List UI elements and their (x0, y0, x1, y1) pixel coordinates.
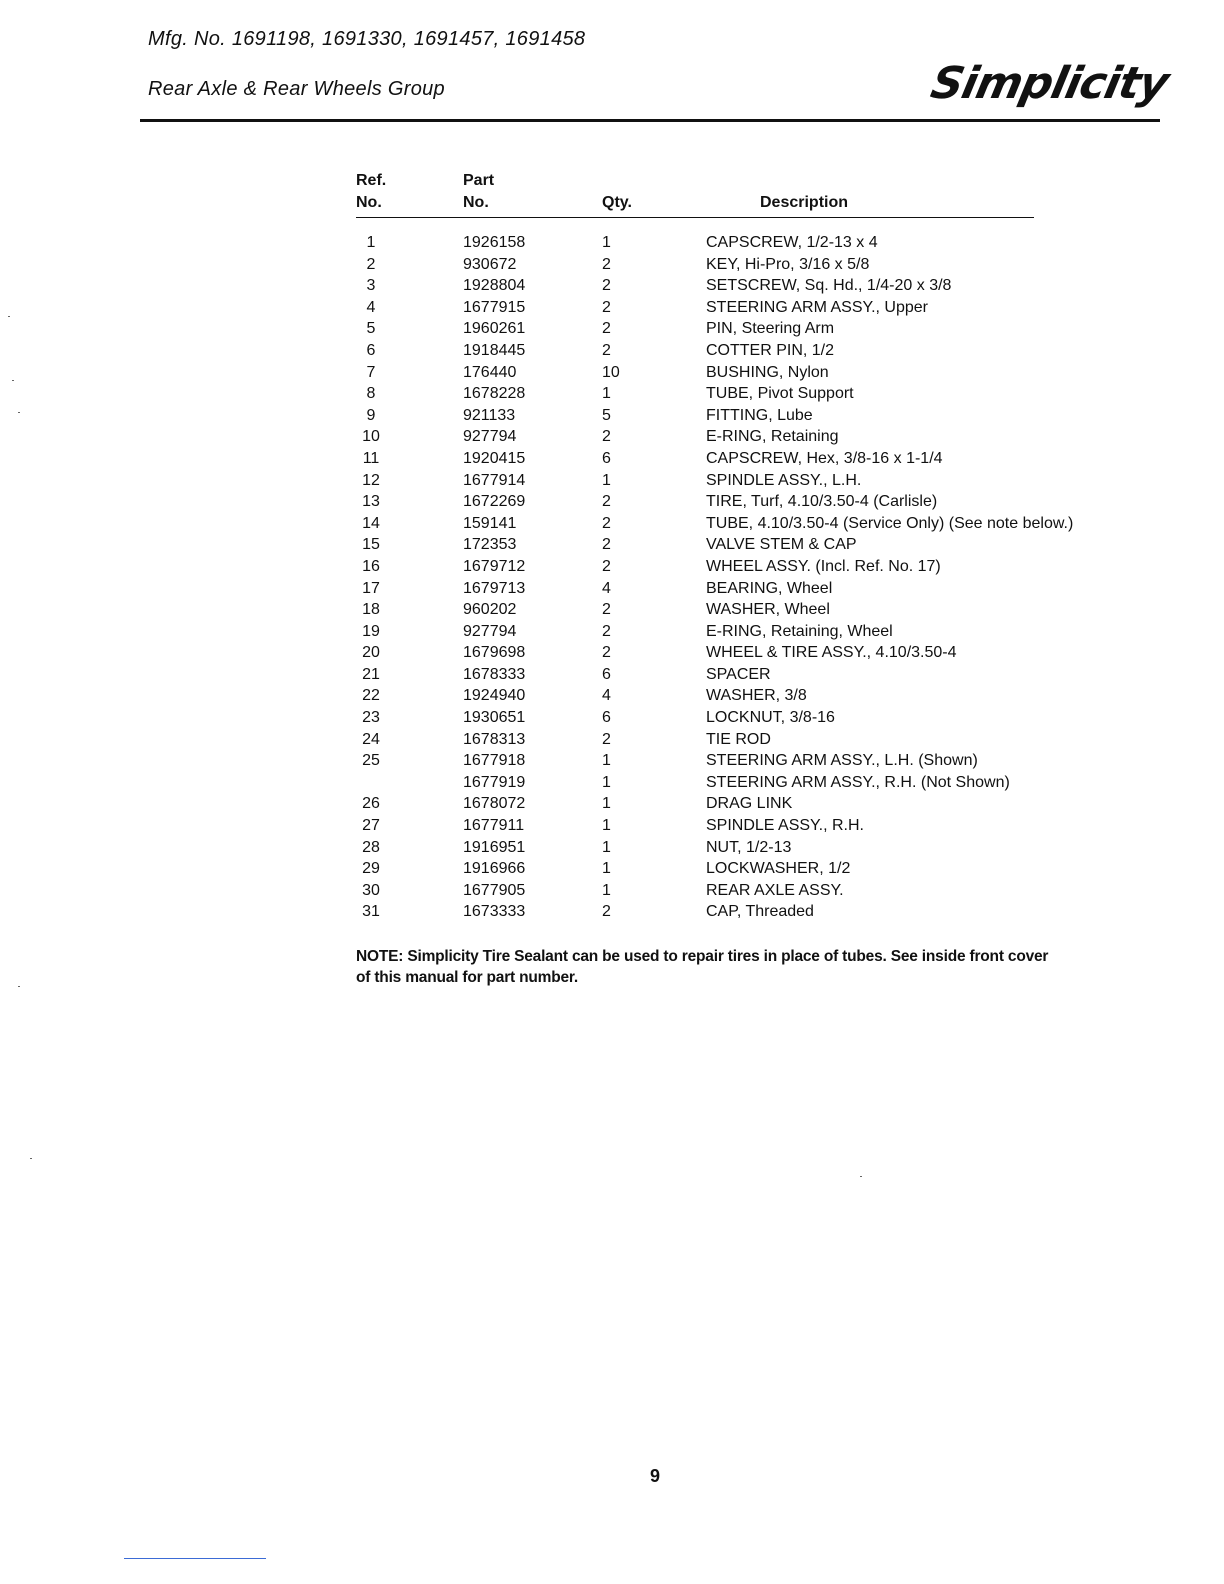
qty-cell: 2 (602, 644, 611, 662)
qty-cell: 6 (602, 449, 611, 467)
qty-cell: 6 (602, 665, 611, 683)
qty-cell: 2 (602, 557, 611, 575)
qty-cell: 2 (602, 277, 611, 295)
description-cell: WASHER, 3/8 (706, 687, 807, 705)
ref-cell: 15 (362, 536, 380, 554)
part-number-cell: 1920415 (463, 449, 526, 467)
ref-cell: 24 (362, 730, 380, 748)
ref-cell: 2 (366, 255, 376, 273)
ref-cell: 7 (366, 363, 376, 381)
qty-cell: 1 (602, 860, 611, 878)
ref-cell: 27 (362, 817, 380, 835)
part-number-cell: 927794 (463, 428, 517, 446)
part-number-cell: 1677905 (463, 881, 526, 899)
ref-cell: 21 (362, 665, 380, 683)
description-cell: FITTING, Lube (706, 406, 813, 424)
table-row (356, 254, 1156, 276)
qty-cell: 1 (602, 838, 611, 856)
table-row (356, 750, 1156, 772)
ref-cell: 9 (366, 406, 376, 424)
table-row (356, 599, 1156, 621)
qty-cell: 1 (602, 385, 611, 403)
ref-cell: 28 (362, 838, 380, 856)
qty-cell: 2 (602, 341, 611, 359)
scan-speck (8, 316, 10, 317)
part-number-cell: 1679713 (463, 579, 526, 597)
description-cell: SPACER (706, 665, 771, 683)
description-cell: BUSHING, Nylon (706, 363, 829, 381)
header-part-line1: Part (463, 172, 495, 189)
brand-logo: Simplicity (926, 58, 1173, 109)
qty-cell: 2 (602, 730, 611, 748)
part-number-cell: 176440 (463, 363, 517, 381)
table-row (356, 621, 1156, 643)
qty-cell: 2 (602, 903, 611, 921)
table-row (356, 729, 1156, 751)
part-number-cell: 1679698 (463, 644, 526, 662)
description-cell: SPINDLE ASSY., L.H. (706, 471, 862, 489)
ref-cell: 13 (362, 493, 380, 511)
description-cell: TUBE, Pivot Support (706, 385, 854, 403)
qty-cell: 1 (602, 795, 611, 813)
table-row (356, 275, 1156, 297)
table-row (356, 340, 1156, 362)
ref-cell: 25 (362, 752, 380, 770)
ref-cell: 10 (362, 428, 380, 446)
table-row (356, 318, 1156, 340)
ref-cell: 16 (362, 557, 380, 575)
description-cell: STEERING ARM ASSY., Upper (706, 298, 929, 316)
description-cell: E-RING, Retaining (706, 428, 839, 446)
header-part-line2: No. (463, 194, 489, 211)
part-number-cell: 159141 (463, 514, 517, 532)
description-cell: E-RING, Retaining, Wheel (706, 622, 893, 640)
ref-cell: 23 (362, 709, 380, 727)
ref-cell: 5 (366, 320, 376, 338)
table-row (356, 793, 1156, 815)
qty-cell: 10 (602, 363, 620, 381)
header-underline (356, 217, 1034, 218)
description-cell: PIN, Steering Arm (706, 320, 835, 338)
footer-rule (124, 1558, 266, 1559)
mfg-numbers: Mfg. No. 1691198, 1691330, 1691457, 1691458 (148, 28, 586, 50)
qty-cell: 4 (602, 687, 611, 705)
table-row (356, 815, 1156, 837)
table-row (356, 901, 1156, 923)
description-cell: SPINDLE ASSY., R.H. (706, 817, 864, 835)
ref-cell: 17 (362, 579, 380, 597)
description-cell: LOCKNUT, 3/8-16 (706, 709, 835, 727)
table-row (356, 362, 1156, 384)
qty-cell: 2 (602, 622, 611, 640)
ref-cell: 14 (362, 514, 380, 532)
scan-speck (18, 412, 20, 413)
qty-cell: 2 (602, 493, 611, 511)
description-cell: NUT, 1/2-13 (706, 838, 792, 856)
ref-cell: 3 (366, 277, 376, 295)
description-cell: CAPSCREW, Hex, 3/8-16 x 1-1/4 (706, 449, 943, 467)
table-row (356, 426, 1156, 448)
description-cell: KEY, Hi-Pro, 3/16 x 5/8 (706, 255, 870, 273)
scan-speck (30, 1158, 32, 1159)
part-number-cell: 1928804 (463, 277, 526, 295)
part-number-cell: 1679712 (463, 557, 526, 575)
qty-cell: 1 (602, 471, 611, 489)
qty-cell: 1 (602, 752, 611, 770)
description-cell: TIRE, Turf, 4.10/3.50-4 (Carlisle) (706, 493, 938, 511)
description-cell: STEERING ARM ASSY., L.H. (Shown) (706, 752, 978, 770)
description-cell: TUBE, 4.10/3.50-4 (Service Only) (See note below.) (706, 514, 1074, 532)
part-number-cell: 1673333 (463, 903, 526, 921)
description-cell: LOCKWASHER, 1/2 (706, 860, 851, 878)
qty-cell: 2 (602, 320, 611, 338)
description-cell: WHEEL ASSY. (Incl. Ref. No. 17) (706, 557, 941, 575)
part-number-cell: 960202 (463, 601, 517, 619)
description-cell: BEARING, Wheel (706, 579, 833, 597)
table-row (356, 534, 1156, 556)
description-cell: WASHER, Wheel (706, 601, 830, 619)
part-number-cell: 1677919 (463, 773, 526, 791)
qty-cell: 2 (602, 536, 611, 554)
section-title: Rear Axle & Rear Wheels Group (148, 78, 445, 100)
ref-cell: 11 (362, 449, 380, 467)
qty-cell: 1 (602, 881, 611, 899)
scan-speck (12, 380, 14, 381)
ref-cell: 4 (366, 298, 376, 316)
qty-cell: 2 (602, 255, 611, 273)
table-row (356, 491, 1156, 513)
part-number-cell: 1960261 (463, 320, 526, 338)
header-qty: Qty. (602, 194, 632, 211)
table-body (356, 232, 1156, 923)
part-number-cell: 1678333 (463, 665, 526, 683)
part-number-cell: 1918445 (463, 341, 526, 359)
table-row (356, 858, 1156, 880)
description-cell: REAR AXLE ASSY. (706, 881, 844, 899)
header-ref-line2: No. (356, 194, 382, 211)
table-row (356, 837, 1156, 859)
table-row (356, 470, 1156, 492)
ref-cell: 12 (362, 471, 380, 489)
description-cell: WHEEL & TIRE ASSY., 4.10/3.50-4 (706, 644, 957, 662)
ref-cell: 19 (362, 622, 380, 640)
qty-cell: 5 (602, 406, 611, 424)
part-number-cell: 1677918 (463, 752, 526, 770)
part-number-cell: 1916966 (463, 860, 526, 878)
part-number-cell: 1926158 (463, 234, 526, 251)
qty-cell: 2 (602, 428, 611, 446)
description-cell: COTTER PIN, 1/2 (706, 341, 835, 359)
page-number: 9 (650, 1466, 661, 1486)
description-cell: SETSCREW, Sq. Hd., 1/4-20 x 3/8 (706, 277, 952, 295)
scan-speck (18, 986, 20, 987)
part-number-cell: 921133 (463, 406, 516, 424)
ref-cell: 22 (362, 687, 380, 705)
part-number-cell: 927794 (463, 622, 517, 640)
description-cell: TIE ROD (706, 730, 771, 748)
table-row (356, 642, 1156, 664)
table-row (356, 297, 1156, 319)
table-row (356, 880, 1156, 902)
table-row (356, 707, 1156, 729)
header-ref-line1: Ref. (356, 172, 387, 189)
table-row (356, 448, 1156, 470)
part-number-cell: 1677915 (463, 298, 526, 316)
qty-cell: 6 (602, 709, 611, 727)
description-cell: CAPSCREW, 1/2-13 x 4 (706, 234, 878, 251)
ref-cell: 6 (366, 341, 376, 359)
part-number-cell: 930672 (463, 255, 517, 273)
qty-cell: 2 (602, 298, 611, 316)
part-number-cell: 1916951 (463, 838, 526, 856)
part-number-cell: 1678313 (463, 730, 526, 748)
description-cell: VALVE STEM & CAP (706, 536, 857, 554)
table-row (356, 232, 1156, 254)
description-cell: CAP, Threaded (706, 903, 814, 921)
table-row (356, 513, 1156, 535)
qty-cell: 4 (602, 579, 611, 597)
part-number-cell: 1930651 (463, 709, 526, 727)
scan-speck (860, 1176, 862, 1177)
header-ref (356, 170, 386, 214)
qty-cell: 2 (602, 514, 611, 532)
description-cell: DRAG LINK (706, 795, 793, 813)
table-row (356, 685, 1156, 707)
qty-cell: 2 (602, 601, 611, 619)
part-number-cell: 1677911 (463, 817, 525, 835)
qty-cell: 1 (602, 234, 611, 251)
part-number-cell: 1677914 (463, 471, 526, 489)
ref-cell: 18 (362, 601, 380, 619)
part-number-cell: 172353 (463, 536, 517, 554)
table-row (356, 664, 1156, 686)
header-rule (140, 119, 1160, 122)
header-part (463, 170, 494, 214)
ref-cell: 1 (366, 234, 376, 251)
ref-cell: 29 (362, 860, 380, 878)
ref-cell: 30 (362, 881, 380, 899)
part-number-cell: 1672269 (463, 493, 526, 511)
ref-cell: 26 (362, 795, 380, 813)
ref-cell: 31 (362, 903, 380, 921)
description-cell: STEERING ARM ASSY., R.H. (Not Shown) (706, 773, 1010, 791)
qty-cell: 1 (602, 817, 611, 835)
table-row (356, 405, 1156, 427)
ref-cell: 20 (362, 644, 380, 662)
part-number-cell: 1924940 (463, 687, 526, 705)
table-row (356, 772, 1156, 794)
table-row (356, 578, 1156, 600)
table-row (356, 556, 1156, 578)
part-number-cell: 1678072 (463, 795, 526, 813)
part-number-cell: 1678228 (463, 385, 526, 403)
tire-sealant-note: NOTE: Simplicity Tire Sealant can be used to repair tires in place of tubes. See inside front cover of this manual for part number. (356, 948, 1049, 986)
qty-cell: 1 (602, 773, 611, 791)
header-description: Description (760, 194, 849, 211)
table-row (356, 383, 1156, 405)
ref-cell: 8 (366, 385, 376, 403)
